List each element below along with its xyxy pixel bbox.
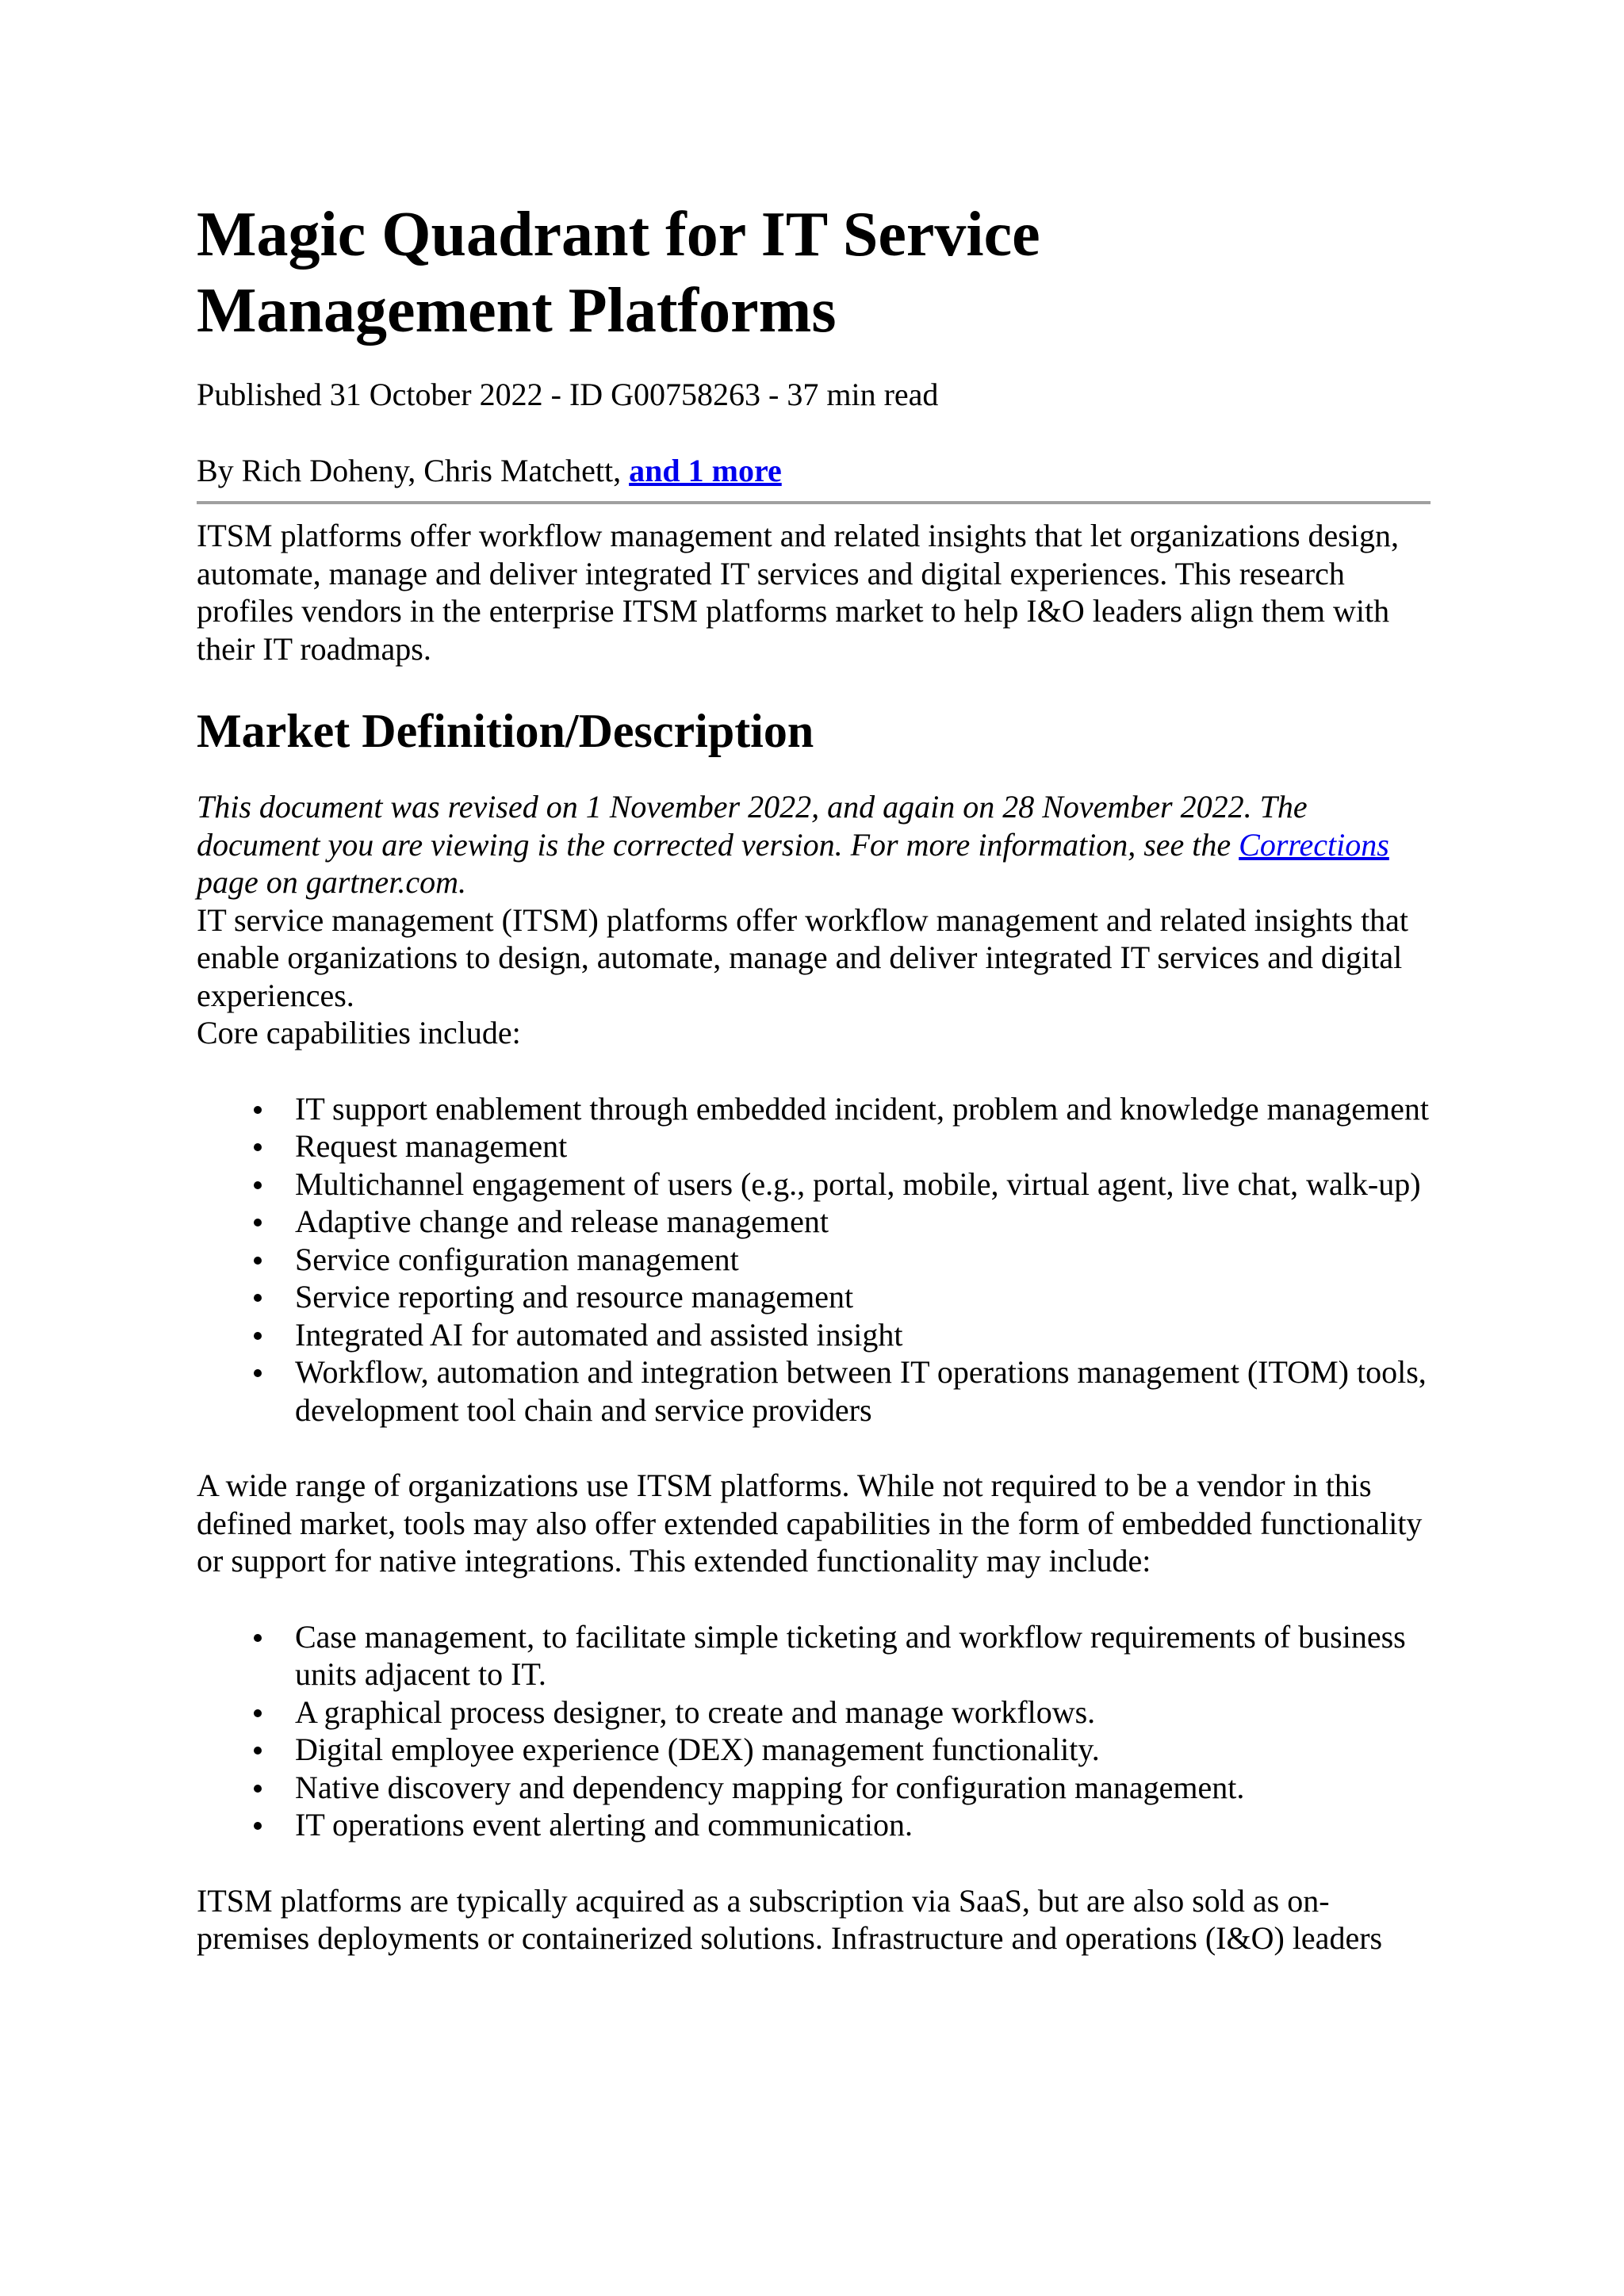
summary-paragraph: ITSM platforms offer workflow management and related insights that let organizations design, automate, manage and deliver integrated IT services and digital experiences. This research profiles vendors in the enterprise ITSM platforms market to help I&O leaders align them with their IT roadmaps.: [197, 518, 1399, 667]
list-item: Adaptive change and release management: [295, 1203, 1431, 1241]
core-capabilities-list: [197, 1090, 1431, 1429]
page-title-line-1: Magic Quadrant for IT Service: [197, 200, 1040, 270]
list-item: Multichannel engagement of users (e.g., portal, mobile, virtual agent, live chat, walk-up): [295, 1165, 1431, 1203]
definition-paragraph: IT service management (ITSM) platforms offer workflow management and related insights that enable organizations to design, automate, manage and deliver integrated IT services and digital experiences.: [197, 901, 1409, 1013]
list-item: Service configuration management: [295, 1241, 1431, 1279]
list-item: A graphical process designer, to create and manage workflows.: [295, 1693, 1431, 1732]
closing-paragraph: ITSM platforms are typically acquired as a subscription via SaaS, but are also sold as on-premises deployments or containerized solutions. Infrastructure and operations (I&O) leaders: [197, 1882, 1383, 1956]
extended-capabilities-intro: A wide range of organizations use ITSM platforms. While not required to be a vendor in this defined market, tools may also offer extended capabilities in the form of embedded functionality or support for native integrations. This extended functionality may include:: [197, 1468, 1423, 1578]
list-item: Case management, to facilitate simple ticketing and workflow requirements of business units adjacent to IT.: [295, 1618, 1431, 1693]
extended-capabilities-list: [197, 1618, 1431, 1844]
document-page: [197, 197, 1431, 1957]
publication-info: Published 31 October 2022 - ID G00758263 - 37 min read: [197, 377, 939, 412]
list-item: Workflow, automation and integration between IT operations management (ITOM) tools, development tool chain and service providers: [295, 1353, 1431, 1429]
section-heading: Market Definition/Description: [197, 705, 814, 757]
list-item: Service reporting and resource management: [295, 1278, 1431, 1316]
header-divider: [197, 501, 1431, 504]
list-item: Native discovery and dependency mapping for configuration management.: [295, 1769, 1431, 1807]
list-item: Request management: [295, 1127, 1431, 1165]
page-title-line-2: Management Platforms: [197, 276, 837, 346]
author-names: By Rich Doheny, Chris Matchett,: [197, 453, 630, 488]
corrections-link[interactable]: Corrections: [1239, 826, 1389, 863]
list-item: Digital employee experience (DEX) management functionality.: [295, 1731, 1431, 1769]
core-capabilities-intro: Core capabilities include:: [197, 1015, 521, 1050]
more-authors-link[interactable]: and 1 more: [629, 453, 782, 488]
list-item: IT operations event alerting and communication.: [295, 1806, 1431, 1844]
revision-note: [197, 788, 1431, 901]
author-byline: [197, 452, 1431, 490]
list-item: IT support enablement through embedded incident, problem and knowledge management: [295, 1090, 1431, 1128]
revision-note-text: This document was revised on 1 November 2022, and again on 28 November 2022. The document you are viewing is the corrected version. For more information, see the: [197, 789, 1308, 863]
revision-note-suffix: page on gartner.com.: [197, 864, 466, 900]
page-title: [197, 197, 1431, 349]
list-item: Integrated AI for automated and assisted insight: [295, 1316, 1431, 1354]
